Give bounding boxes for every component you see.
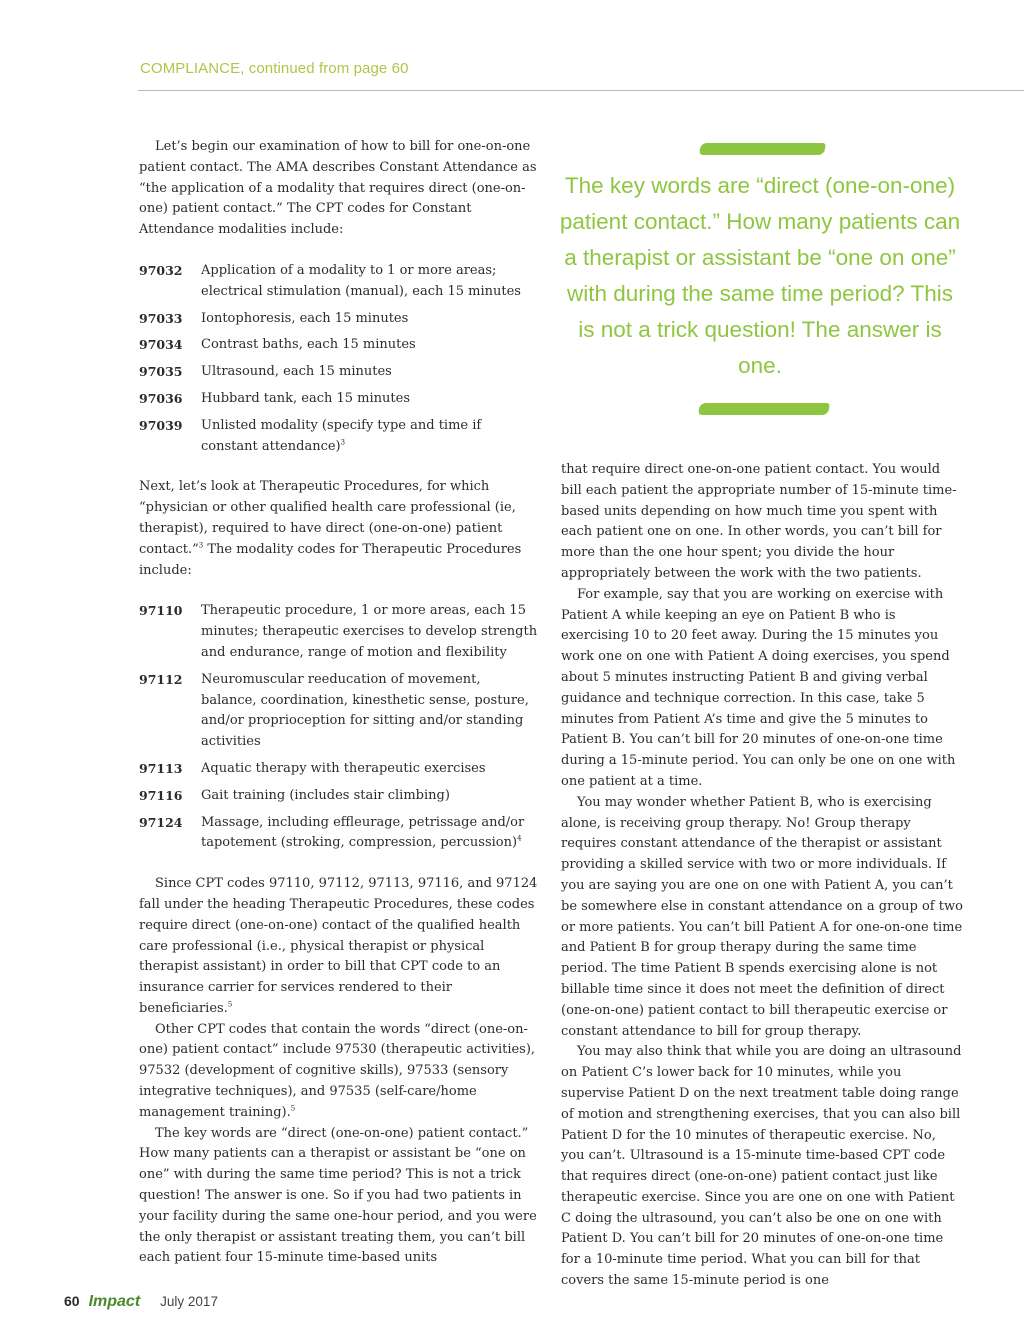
code-item	[139, 786, 539, 807]
cpt-code: 97124	[139, 814, 183, 830]
paragraph-text: Since CPT codes 97110, 97112, 97113, 97116, and 97124 fall under the heading Therapeutic Procedures, these codes require direct (one-on-one) contact of the qualified health care professional (i.e., physical therapist or physical therapist assistant) in order to bill that CPT code to an insurance carrier for services rendered to their beneficiaries.	[139, 876, 538, 1016]
cpt-code: 97035	[139, 364, 183, 380]
code-description: Contrast baths, each 15 minutes	[201, 337, 416, 353]
code-item	[139, 416, 539, 458]
page-number: 60	[64, 1293, 80, 1309]
brush-stroke-decoration	[698, 403, 830, 415]
code-item	[139, 335, 539, 356]
footnote-ref: 5	[290, 1104, 296, 1113]
footnote-ref: 5	[227, 1000, 233, 1009]
page-footer	[64, 1293, 218, 1311]
cpt-code: 97036	[139, 390, 183, 406]
cpt-codes-paragraph	[139, 874, 539, 1020]
code-item	[139, 813, 539, 855]
code-item	[139, 759, 539, 780]
code-description: Aquatic therapy with therapeutic exercises	[201, 760, 486, 776]
code-item	[139, 362, 539, 383]
key-words-paragraph: The key words are “direct (one-on-one) patient contact.” How many patients can a therapist or assistant be “one on one” with during the same time period? This is not a trick question! The answer is one. So if you had two patients in your facility during the same one-hour period, and you were the only therapist or assistant treating them, you can’t bill each patient four 15-minute time-based units	[139, 1125, 537, 1266]
pull-quote-text: The key words are “direct (one-on-one) patient contact.” How many patients can a therapist or assistant be “one on one” with during the same time period? This is not a trick question! The answer is one.	[559, 173, 961, 378]
left-column	[139, 137, 539, 1269]
cpt-code: 97039	[139, 417, 183, 433]
publication-logo: Impact	[88, 1293, 141, 1310]
cpt-code: 97034	[139, 337, 183, 353]
code-description: Ultrasound, each 15 minutes	[201, 364, 392, 380]
code-description: Neuromuscular reeducation of movement, balance, coordination, kinesthetic sense, posture, and/or proprioception for sitting and/or standing activities	[201, 671, 529, 750]
code-description	[201, 813, 539, 855]
code-description: Gait training (includes stair climbing)	[201, 787, 450, 803]
code-item	[139, 601, 539, 663]
running-header: COMPLIANCE, continued from page 60	[140, 60, 409, 77]
cpt-code: 97032	[139, 262, 183, 278]
paragraph-text: The modality codes for Therapeutic Procedures include:	[139, 541, 522, 578]
other-codes-paragraph	[139, 1020, 539, 1124]
code-description-text: Unlisted modality (specify type and time if constant attendance)	[201, 417, 482, 454]
cpt-code: 97113	[139, 760, 183, 776]
paragraph-text: Other CPT codes that contain the words “direct (one-on-one) patient contact” include 97530 (therapeutic activities), 97532 (development of cognitive skills), 97533 (sensory integrative techniques), and 97535 (self-care/home management training).	[139, 1021, 536, 1120]
group-therapy-paragraph: You may wonder whether Patient B, who is exercising alone, is receiving group therapy. No! Group therapy requires constant attendance of the therapist or assistant providing a skilled service with two or more individuals. If you are saying you are one on one with Patient A, you can’t be somewhere else in constant attendance on a group of two or more patients. You can’t bill Patient A for one-on-one time and Patient B for group therapy during the same time period. The time Patient B spends exercising alone is not billable time since it does not meet the definition of direct (one-on-one) patient contact to bill therapeutic exercise or constant attendance to bill for group therapy.	[561, 794, 963, 1039]
brush-stroke-decoration	[699, 143, 826, 155]
footnote-ref: 3	[340, 438, 346, 447]
constant-attendance-code-list	[139, 261, 539, 457]
code-description: Iontophoresis, each 15 minutes	[201, 310, 409, 326]
code-item	[139, 309, 539, 330]
right-column	[561, 460, 963, 1292]
footnote-ref: 3	[198, 541, 204, 550]
code-item	[139, 261, 539, 303]
header-divider	[138, 90, 1024, 91]
example-paragraph: For example, say that you are working on exercise with Patient A while keeping an eye on Patient B who is exercising 10 to 20 feet away. During the 15 minutes you work one on one with Patient A doing exercises, you spend about 5 minutes instructing Patient B and giving verbal guidance and technique correction. In this case, take 5 minutes from Patient A’s time and give the 5 minutes to Patient B. You can’t bill for 20 minutes of one-on-one time during a 15-minute period. You can only be one on one with one patient at a time.	[561, 586, 956, 789]
therapeutic-procedures-paragraph	[139, 477, 539, 581]
cpt-code: 97033	[139, 310, 183, 326]
intro-paragraph: Let’s begin our examination of how to bill for one-on-one patient contact. The AMA describes Constant Attendance as “the application of a modality that requires direct (one-on-one) patient contact.” The CPT codes for Constant Attendance modalities include:	[139, 139, 537, 238]
code-description: Therapeutic procedure, 1 or more areas, each 15 minutes; therapeutic exercises to develop strength and endurance, range of motion and flexibility	[201, 603, 538, 660]
ultrasound-paragraph: You may also think that while you are doing an ultrasound on Patient C’s lower back for 10 minutes, while you supervise Patient D on the next treatment table doing range of motion and strengthening exercises, that you can also bill Patient D for the 10 minutes of therapeutic exercise. No, you can’t. Ultrasound is a 15-minute time-based CPT code that requires direct (one-on-one) patient contact just like therapeutic exercise. Since you are one on one with Patient C doing the ultrasound, you can’t also be one on one with Patient D. You can’t bill for 20 minutes of one-on-one time for a 10-minute time period. What you can bill for that covers the same 15-minute period is one	[561, 1044, 962, 1289]
code-description	[201, 416, 539, 458]
issue-date: July 2017	[160, 1294, 218, 1309]
code-description-text: Massage, including effleurage, petrissage and/or tapotement (stroking, compression, percussion)	[201, 814, 525, 851]
code-item	[139, 389, 539, 410]
continued-paragraph: that require direct one-on-one patient contact. You would bill each patient the appropriate number of 15-minute time-based units depending on how much time you spent with each patient one on one. In other words, you can’t bill for more than the one hour spent; you divide the hour appropriately between the work with the two patients.	[561, 462, 957, 581]
paragraph-text: Next, let’s look at Therapeutic Procedures, for which “physician or other qualified health care professional (ie, therapist), required to have direct (one-on-one) patient contact.”	[139, 479, 516, 557]
code-item	[139, 670, 539, 753]
footnote-ref: 4	[517, 834, 522, 843]
cpt-code: 97112	[139, 671, 183, 687]
code-description: Hubbard tank, each 15 minutes	[201, 390, 410, 406]
cpt-code: 97110	[139, 603, 183, 619]
code-description: Application of a modality to 1 or more areas; electrical stimulation (manual), each 15 minutes	[201, 262, 521, 299]
therapeutic-procedure-code-list	[139, 601, 539, 854]
cpt-code: 97116	[139, 787, 183, 803]
